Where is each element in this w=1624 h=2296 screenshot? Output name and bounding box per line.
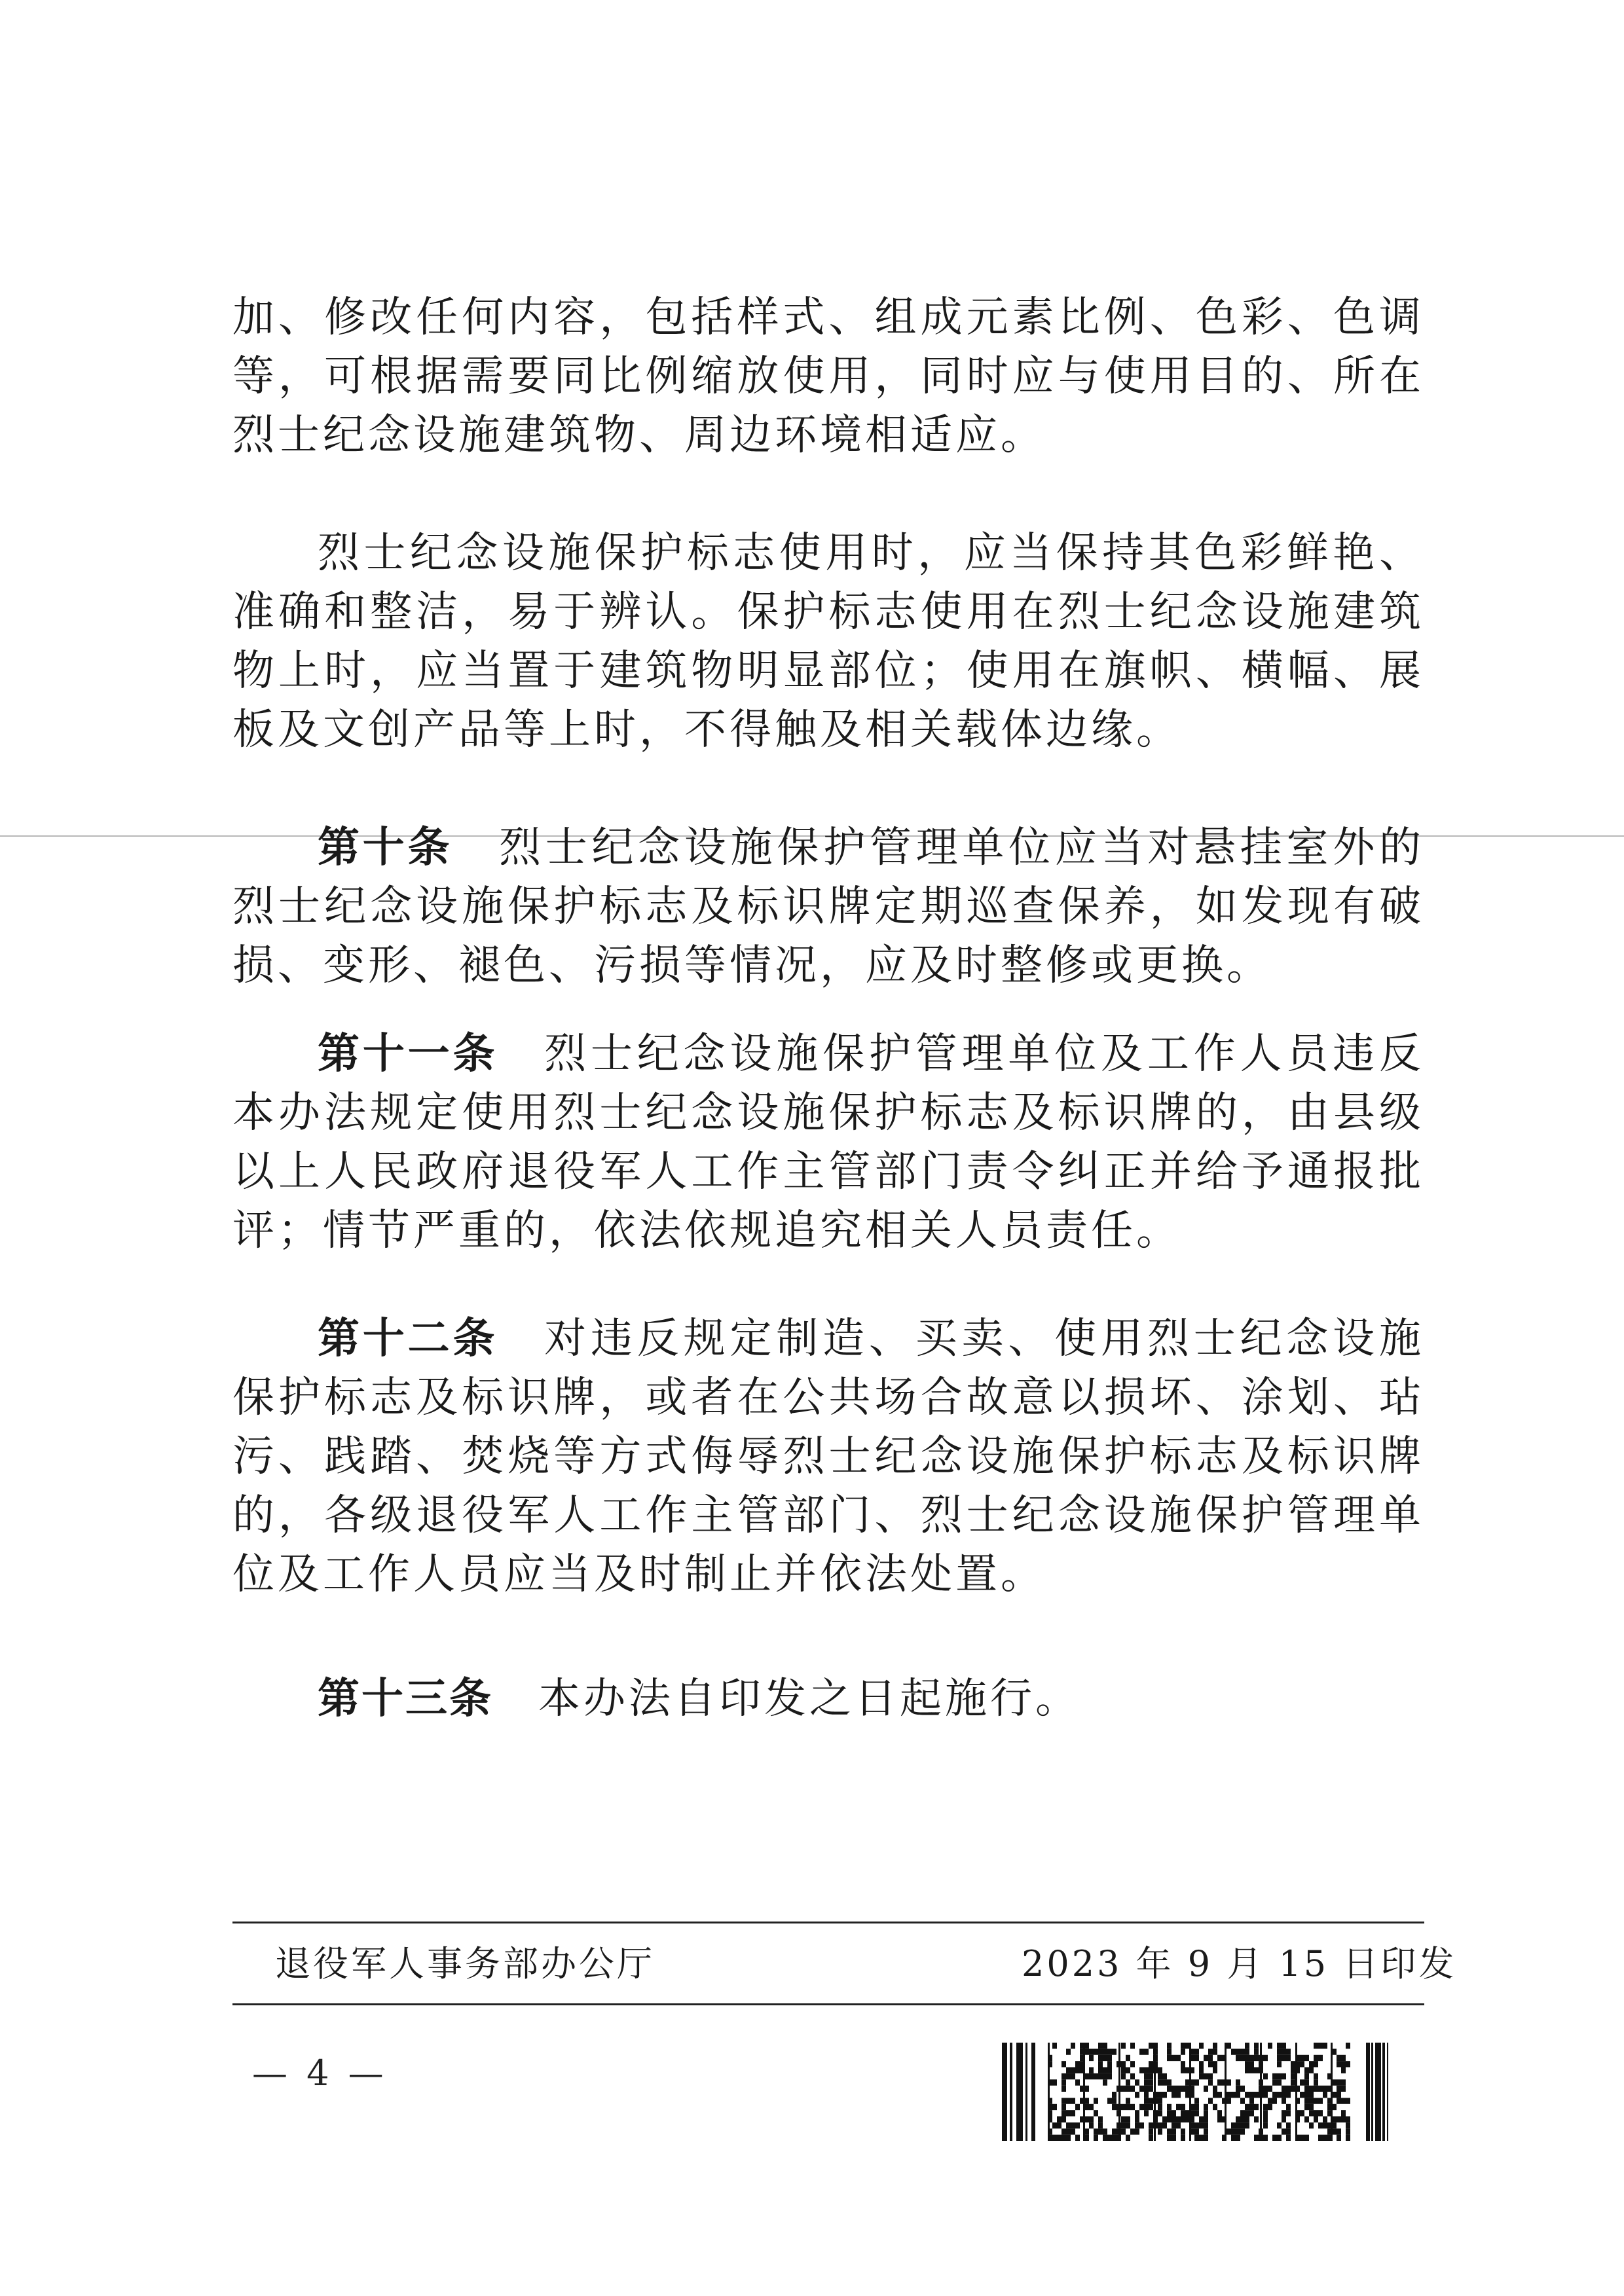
article-text: 烈士纪念设施保护管理单位及工作人员违反本办法规定使用烈士纪念设施保护标志及标识牌的，由县级以上人民政府退役军人工作主管部门责令纠正并给予通报批评；情节严重的，依法依规追究相关人员责任。 (232, 1030, 1425, 1255)
article-text: 烈士纪念设施保护管理单位应当对悬挂室外的烈士纪念设施保护标志及标识牌定期巡查保养，如发现有破损、变形、褪色、污损等情况，应及时整修或更换。 (232, 824, 1425, 990)
article-label: 第十条 (318, 824, 453, 872)
article-label: 第十一条 (318, 1030, 498, 1078)
article-12 (232, 1309, 1424, 1604)
article-label: 第十三条 (318, 1675, 493, 1723)
footer-rule-top (232, 1922, 1424, 1923)
article-text: 本办法自印发之日起施行。 (538, 1675, 1080, 1723)
article-text: 对违反规定制造、买卖、使用烈士纪念设施保护标志及标识牌，或者在公共场合故意以损坏、涂划、玷污、践踏、焚烧等方式侮辱烈士纪念设施保护标志及标识牌的，各级退役军人工作主管部门、烈士纪念设施保护管理单位及工作人员应当及时制止并依法处置。 (232, 1315, 1425, 1599)
issuer-name: 退役军人事务部办公厅 (275, 1943, 655, 1984)
article-13 (232, 1669, 1424, 1728)
footer-rule-bottom (232, 2003, 1424, 2005)
article-11 (232, 1025, 1424, 1260)
page-number: — 4 — (252, 2052, 388, 2094)
paragraph-continuation: 加、修改任何内容，包括样式、组成元素比例、色彩、色调等，可根据需要同比例缩放使用，同时应与使用目的、所在烈士纪念设施建筑物、周边环境相适应。 (232, 293, 1424, 460)
barcode-icon (1002, 2043, 1388, 2141)
issue-date: 2023 年 9 月 15 日印发 (1022, 1943, 1457, 1984)
article-10 (232, 818, 1424, 995)
article-label: 第十二条 (318, 1315, 498, 1363)
paragraph-usage: 烈士纪念设施保护标志使用时，应当保持其色彩鲜艳、准确和整洁，易于辨认。保护标志使用在烈士纪念设施建筑物上时，应当置于建筑物明显部位；使用在旗帜、横幅、展板及文创产品等上时，不得触及相关载体边缘。 (232, 529, 1424, 754)
